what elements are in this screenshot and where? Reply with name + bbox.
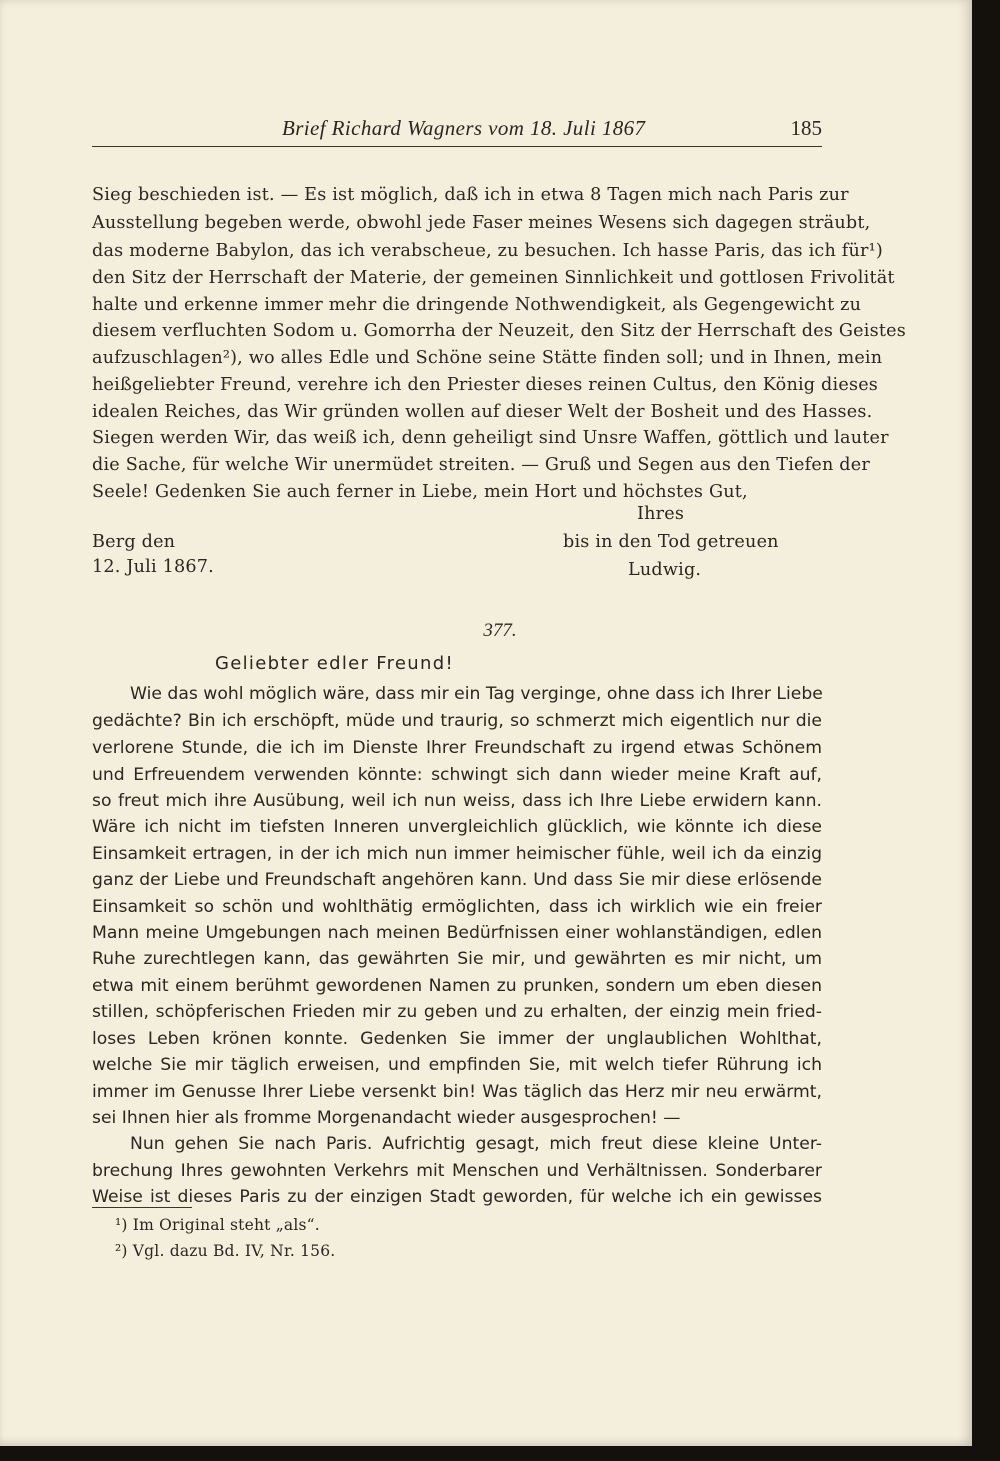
text-line: Mann meine Umgebungen nach meinen Bedürfnissen einer wohlanständigen, edlen [92, 923, 822, 943]
text-line: diesem verfluchten Sodom u. Gomorrha der Neuzeit, den Sitz der Herrschaft des Geistes [92, 321, 906, 341]
text-line: aufzuschlagen²), wo alles Edle und Schöne seine Stätte finden soll; und in Ihnen, mein [92, 348, 883, 368]
text-line: ganz der Liebe und Freundschaft angehören kann. Und dass Sie mir diese erlösende [92, 870, 822, 890]
text-line: so freut mich ihre Ausübung, weil ich nun weiss, dass ich Ihre Liebe erwidern kann. [92, 791, 822, 811]
closing-ihres: Ihres [637, 504, 685, 524]
text-line: heißgeliebter Freund, verehre ich den Priester dieses reinen Cultus, den König dieses [92, 375, 879, 395]
text-line: Weise ist dieses Paris zu der einzigen Stadt geworden, für welche ich ein gewisses [92, 1187, 822, 1207]
closing-line: bis in den Tod getreuen [563, 532, 779, 552]
footnote-rule [92, 1207, 192, 1208]
footnote-2: ²) Vgl. dazu Bd. IV, Nr. 156. [115, 1242, 336, 1260]
text-line: Ausstellung begeben werde, obwohl jede Faser meines Wesens sich dagegen sträubt, [92, 213, 871, 233]
text-line: Einsamkeit so schön und wohlthätig ermöglichten, dass ich wirklich wie ein freier [92, 897, 822, 917]
text-line: immer im Genusse Ihrer Liebe versenkt bin! Was täglich das Herz mir neu erwärmt, [92, 1082, 822, 1102]
text-line: verlorene Stunde, die ich im Dienste Ihrer Freundschaft zu irgend etwas Schönem [92, 738, 822, 758]
text-line: Nun gehen Sie nach Paris. Aufrichtig gesagt, mich freut diese kleine Unter- [130, 1134, 822, 1154]
text-line: etwa mit einem berühmt gewordenen Namen zu prunken, sondern um eben diesen [92, 976, 822, 996]
text-line: loses Leben krönen konnte. Gedenken Sie immer der unglaublichen Wohlthat, [92, 1029, 822, 1049]
running-title: Brief Richard Wagners vom 18. Juli 1867 [282, 116, 646, 140]
page-number: 185 [790, 116, 822, 140]
text-line: welche Sie mir täglich erweisen, und empfinden Sie, mit welch tiefer Rührung ich [92, 1055, 822, 1075]
text-line: Einsamkeit ertragen, in der ich mich nun immer heimischer fühle, weil ich da einzig [92, 844, 822, 864]
text-line: Sieg beschieden ist. — Es ist möglich, daß ich in etwa 8 Tagen mich nach Paris zur [92, 185, 849, 205]
text-line: Ruhe zurechtlegen kann, das gewährten Sie mir, und gewährten es mir nicht, um [92, 949, 822, 969]
text-line: und Erfreuendem verwenden könnte: schwingt sich dann wieder meine Kraft auf, [92, 765, 822, 785]
text-line: Wie das wohl möglich wäre, dass mir ein Tag verginge, ohne dass ich Ihrer Liebe [130, 684, 823, 704]
text-line: den Sitz der Herrschaft der Materie, der gemeinen Sinnlichkeit und gottlosen Frivolität [92, 268, 895, 288]
text-line: sei Ihnen hier als fromme Morgenandacht wieder ausgesprochen! — [92, 1108, 681, 1128]
text-line: Siegen werden Wir, das weiß ich, denn geheiligt sind Unsre Waffen, göttlich und lauter [92, 428, 889, 448]
text-line: die Sache, für welche Wir unermüdet streiten. — Gruß und Segen aus den Tiefen der [92, 455, 870, 475]
text-line: Seele! Gedenken Sie auch ferner in Liebe, mein Hort und höchstes Gut, [92, 482, 748, 502]
text-line: brechung Ihres gewohnten Verkehrs mit Menschen und Verhältnissen. Sonderbarer [92, 1161, 822, 1181]
text-line: Wäre ich nicht im tiefsten Inneren unvergleichlich glücklich, wie könnte ich diese [92, 817, 822, 837]
text-line: gedächte? Bin ich erschöpft, müde und traurig, so schmerzt mich eigentlich nur die [92, 711, 822, 731]
text-line: das moderne Babylon, das ich verabscheue, zu besuchen. Ich hasse Paris, das ich für¹) [92, 241, 883, 261]
text-line: idealen Reiches, das Wir gründen wollen auf dieser Welt der Bosheit und des Hasses. [92, 402, 873, 422]
salutation: Geliebter edler Freund! [215, 653, 454, 674]
letter-number: 377. [483, 620, 517, 641]
letter-date: 12. Juli 1867. [92, 557, 214, 577]
running-header [92, 116, 822, 147]
letter-place: Berg den [92, 532, 176, 552]
footnote-1: ¹) Im Original steht „als“. [115, 1216, 320, 1234]
signature: Ludwig. [628, 560, 702, 580]
text-line: halte und erkenne immer mehr die dringende Nothwendigkeit, als Gegengewicht zu [92, 295, 862, 315]
text-line: stillen, schöpferischen Frieden mir zu geben und zu erhalten, der einzig mein fried- [92, 1002, 822, 1022]
